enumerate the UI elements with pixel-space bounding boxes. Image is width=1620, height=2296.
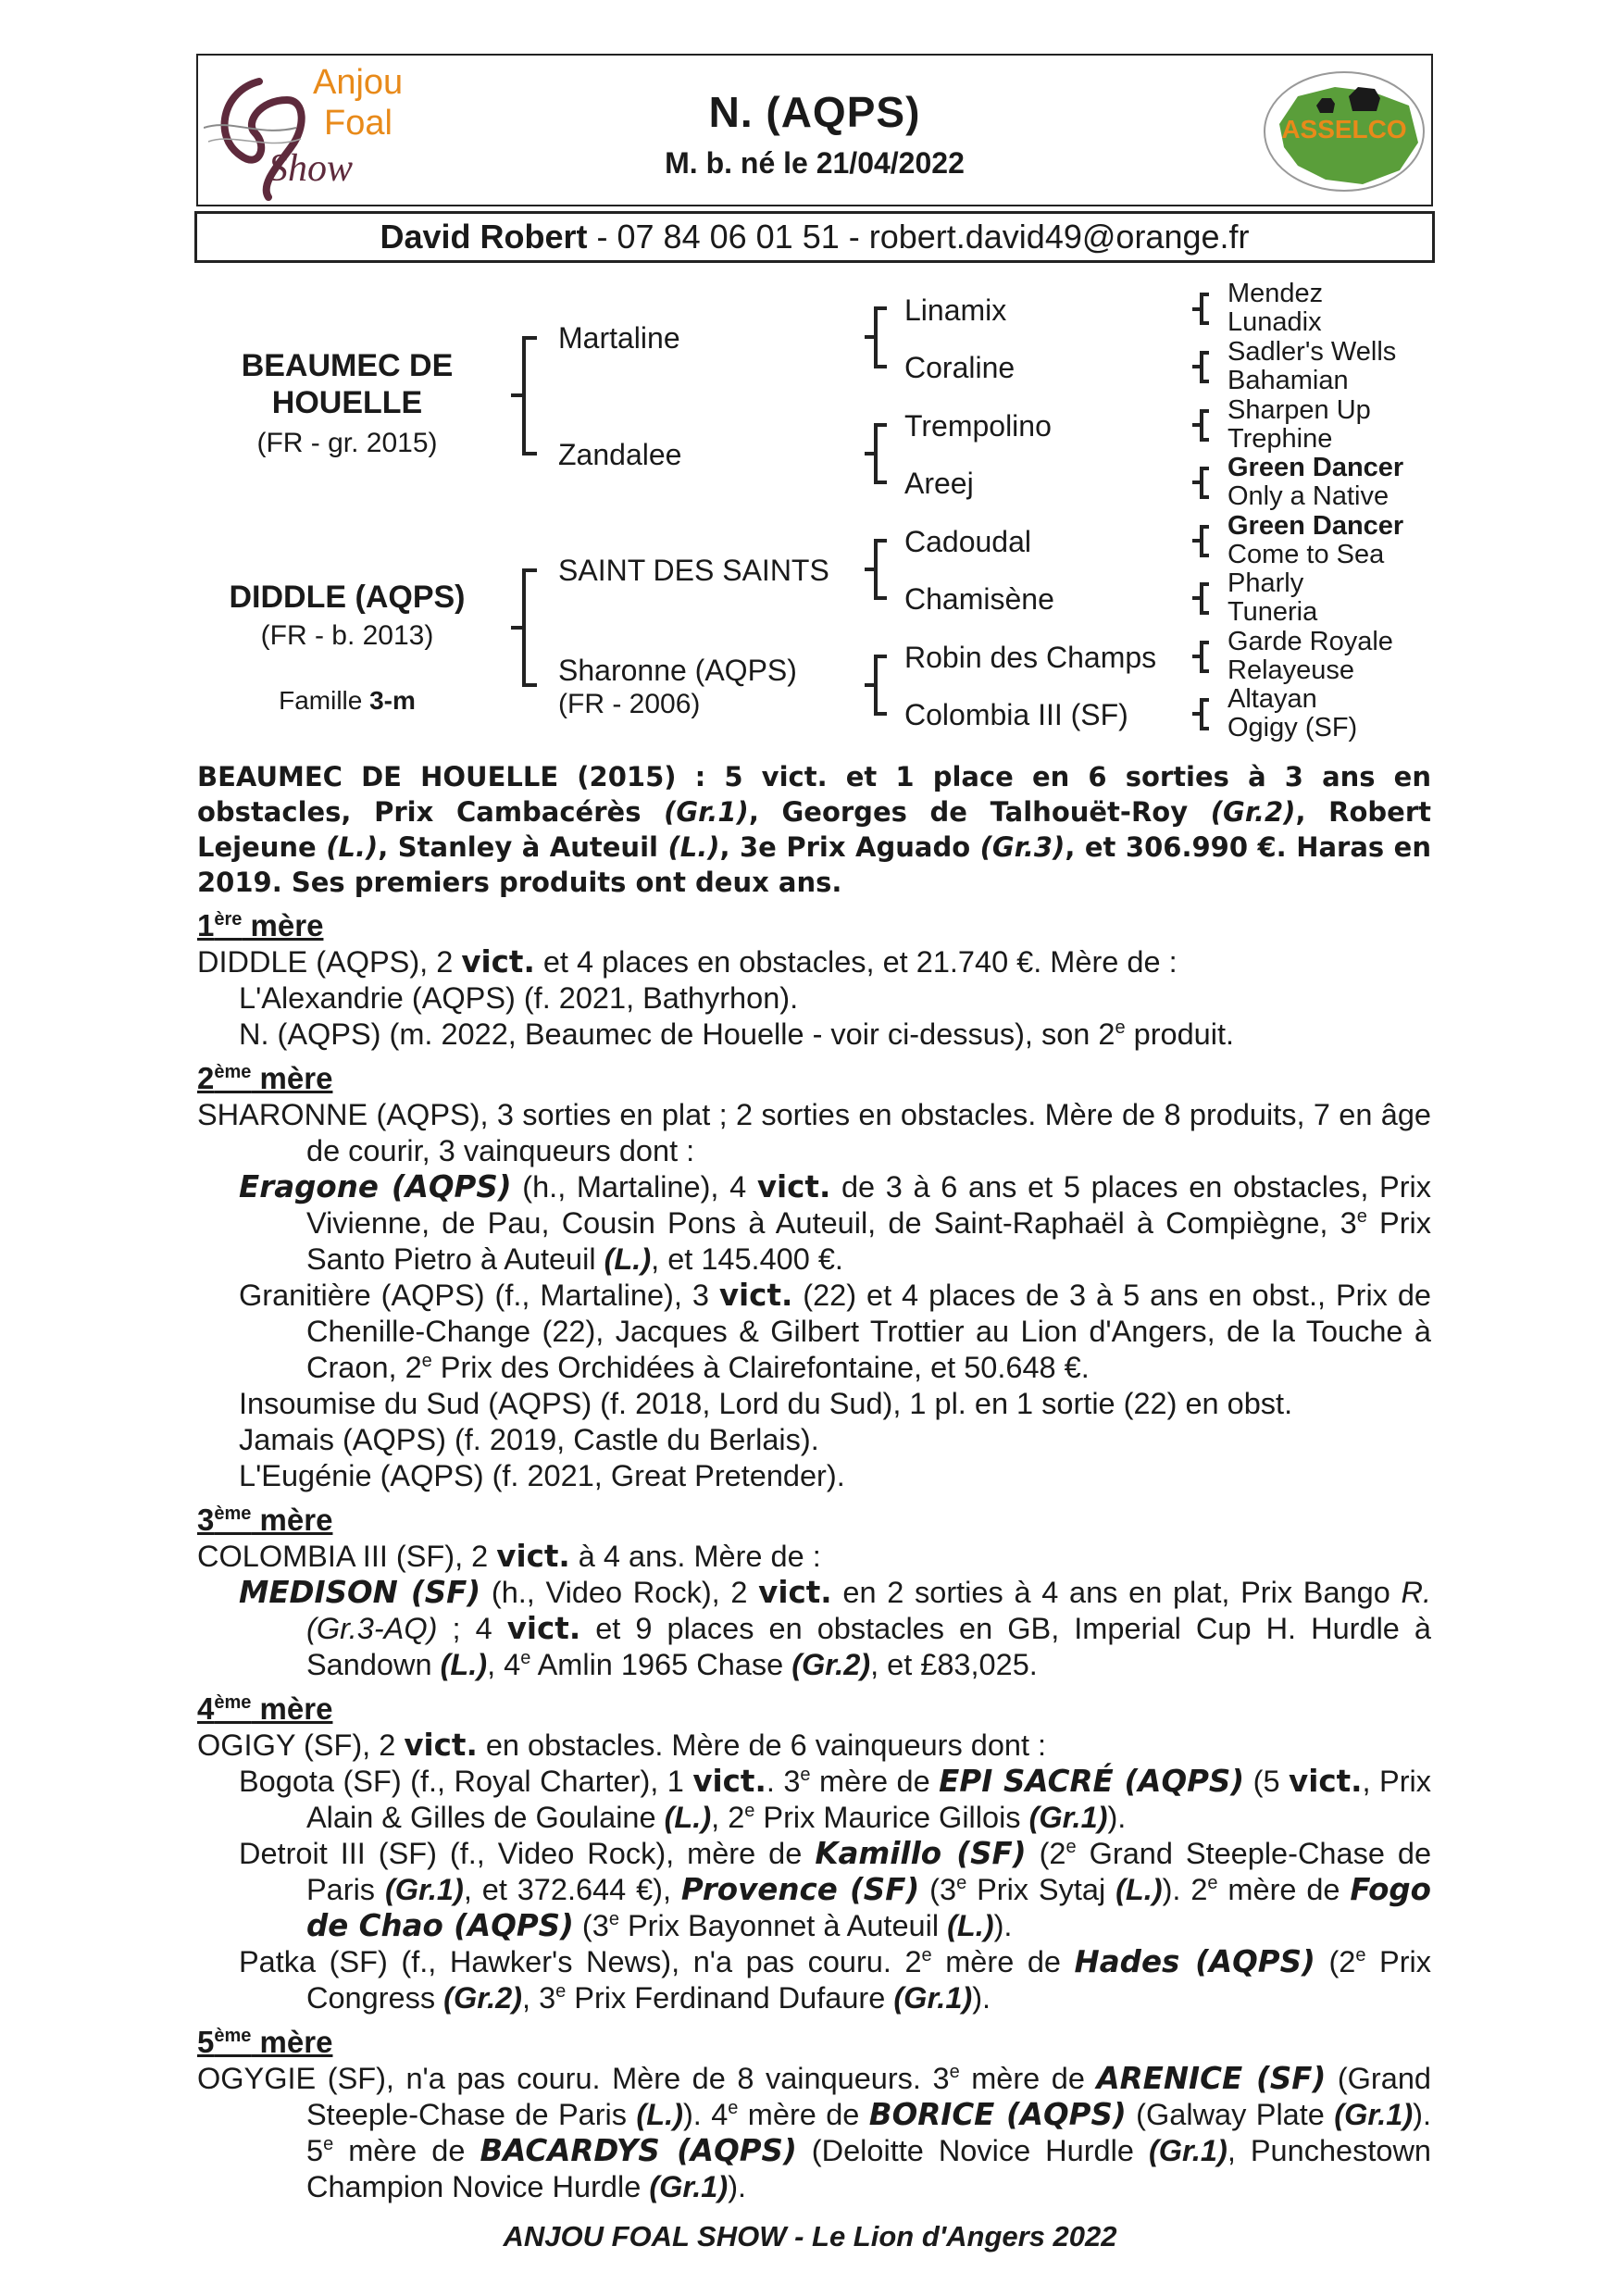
ped-gen3-1: Linamix [904, 293, 1007, 327]
ped-gen3-7: Robin des Champs [904, 641, 1157, 674]
ped-gen4-6: Trephine [1227, 424, 1333, 454]
third-dam-line: COLOMBIA III (SF), 2 vict. à 4 ans. Mère de : [197, 1539, 821, 1574]
heading-first-dam: 1ère mère [197, 908, 324, 942]
asselco-label: ASSELCO [1281, 115, 1407, 144]
second-dam-produce-insoumise: Insoumise du Sud (AQPS) (f. 2018, Lord du Sud), 1 pl. en 1 sortie (22) en obst. [239, 1387, 1293, 1420]
dam-name: DIDDLE (AQPS) [229, 580, 466, 615]
logo-word-anjou: Anjou [313, 63, 404, 102]
logo-word-show: Show [268, 147, 354, 190]
second-dam-line: SHARONNE (AQPS), 3 sorties en plat ; 2 sorties en obstacles. Mère de 8 produits, 7 en âge de courir, 3 vainqueurs dont : [197, 1098, 1431, 1167]
heading-second-dam: 2ème mère [197, 1061, 333, 1095]
ped-gen4-8: Only a Native [1227, 481, 1389, 511]
ped-gen4-9: Green Dancer [1227, 511, 1404, 541]
first-dam-line: DIDDLE (AQPS), 2 vict. et 4 places en obstacles, et 21.740 €. Mère de : [197, 944, 1178, 980]
third-dam-produce-medison: MEDISON (SF) (h., Video Rock), 2 vict. en 2 sorties à 4 ans en plat, Prix Bango R. (Gr.3-AQ) ; 4 vict. et 9 places en obstacles en GB, Imperial Cup H. Hurdle à Sandown (L.), 4e Amlin 1965 Chase (Gr.2), et £83,025. [239, 1575, 1431, 1681]
ped-gen3-5: Cadoudal [904, 525, 1031, 558]
sire-name-line1: BEAUMEC DE [241, 348, 454, 383]
ped-gen4-14: Relayeuse [1227, 655, 1355, 685]
fourth-dam-produce-detroit: Detroit III (SF) (f., Video Rock), mère de Kamillo (SF) (2e Grand Steeple-Chase de Paris (Gr.1), et 372.644 €), Provence (SF) (3e Prix Sytaj (L.)). 2e mère de Fogo de Chao (AQPS) (3e Prix Bayonnet à Auteuil (L.)). [239, 1836, 1432, 1943]
family-code: 3-m [369, 686, 416, 715]
fourth-dam-produce-bogota: Bogota (SF) (f., Royal Charter), 1 vict.. 3e mère de EPI SACRÉ (AQPS) (5 vict., Prix Alain & Gilles de Goulaine (L.), 2e Prix Maurice Gillois (Gr.1)). [239, 1764, 1431, 1834]
ped-gen4-12: Tuneria [1227, 597, 1318, 627]
page-footer: ANJOU FOAL SHOW - Le Lion d'Angers 2022 [503, 2220, 1117, 2252]
second-dam-produce-eragone: Eragone (AQPS) (h., Martaline), 4 vict. de 3 à 6 ans et 5 places en obstacles, Prix Vivienne, de Pau, Cousin Pons à Auteuil, de Saint-Raphaël à Compiègne, 3e Prix Santo Pietro à Auteuil (L.), et 145.400 €. [239, 1169, 1431, 1276]
breeder-details: - 07 84 06 01 51 - robert.david49@orange.fr [587, 218, 1250, 256]
fourth-dam-produce-patka: Patka (SF) (f., Hawker's News), n'a pas couru. 2e mère de Hades (AQPS) (2e Prix Congress (Gr.2), 3e Prix Ferdinand Dufaure (Gr.1)). [239, 1944, 1432, 2015]
first-dam-produce-1: L'Alexandrie (AQPS) (f. 2021, Bathyrhon). [239, 981, 799, 1015]
heading-fifth-dam: 5ème mère [197, 2025, 333, 2059]
ped-gen4-11: Pharly [1227, 568, 1304, 598]
ped-gen2-3: SAINT DES SAINTS [558, 554, 829, 587]
page-title: N. (AQPS) [708, 88, 921, 136]
ped-gen3-6: Chamisène [904, 582, 1054, 616]
pedigree-brackets [0, 0, 1620, 759]
dam-detail: (FR - b. 2013) [260, 620, 434, 651]
breeder-name: David Robert [380, 218, 588, 256]
pedigree-notes [197, 759, 1431, 2205]
heading-third-dam: 3ème mère [197, 1503, 333, 1537]
ped-gen3-2: Coraline [904, 351, 1016, 384]
ped-gen2-2: Zandalee [558, 438, 682, 471]
ped-gen3-4: Areej [904, 467, 974, 500]
ped-gen2-4: Sharonne (AQPS) [558, 654, 797, 687]
ped-gen4-4: Bahamian [1227, 366, 1349, 395]
ped-gen4-10: Come to Sea [1227, 540, 1385, 569]
sire-detail: (FR - gr. 2015) [256, 428, 438, 458]
logo-word-foal: Foal [324, 104, 393, 143]
second-dam-produce-granitiere: Granitière (AQPS) (f., Martaline), 3 vict. (22) et 4 places de 3 à 5 ans en obst., Prix de Chenille-Change (22), Jacques & Gilbert Trottier au Lion d'Angers, de la Touche à Craon, 2e Prix des Orchidées à Clairefontaine, et 50.648 €. [239, 1278, 1431, 1384]
page-subtitle: M. b. né le 21/04/2022 [665, 146, 965, 180]
fifth-dam-line: OGYGIE (SF), n'a pas couru. Mère de 8 vainqueurs. 3e mère de ARENICE (SF) (Grand Steeple-Chase de Paris (L.)). 4e mère de BORICE (AQPS) (Galway Plate (Gr.1)). 5e mère de BACARDYS (AQPS) (Deloitte Novice Hurdle (Gr.1), Punchestown Champion Novice Hurdle (Gr.1)). [197, 2061, 1432, 2203]
ped-gen4-13: Garde Royale [1227, 627, 1393, 656]
ped-gen3-3: Trempolino [904, 409, 1052, 443]
ped-gen4-16: Ogigy (SF) [1227, 713, 1358, 742]
heading-fourth-dam: 4ème mère [197, 1691, 333, 1726]
ped-gen2-1: Martaline [558, 321, 680, 355]
fourth-dam-line: OGIGY (SF), 2 vict. en obstacles. Mère de 6 vainqueurs dont : [197, 1728, 1047, 1763]
sire-name-line2: HOUELLE [271, 385, 423, 420]
ped-gen4-3: Sadler's Wells [1227, 337, 1397, 367]
ped-gen2-4-detail: (FR - 2006) [558, 689, 701, 719]
second-dam-produce-leugenie: L'Eugénie (AQPS) (f. 2021, Great Pretender). [239, 1459, 845, 1492]
ped-gen4-7: Green Dancer [1227, 453, 1404, 482]
ped-gen4-2: Lunadix [1227, 307, 1322, 337]
family-prefix: Famille [279, 686, 370, 715]
first-dam-produce-2: N. (AQPS) (m. 2022, Beaumec de Houelle - voir ci-dessus), son 2e produit. [239, 1017, 1235, 1051]
second-dam-produce-jamais: Jamais (AQPS) (f. 2019, Castle du Berlais). [239, 1423, 819, 1456]
ped-gen4-1: Mendez [1227, 279, 1324, 308]
ped-gen4-5: Sharpen Up [1227, 395, 1371, 425]
ped-gen4-15: Altayan [1227, 684, 1317, 714]
ped-gen3-8: Colombia III (SF) [904, 698, 1128, 731]
sire-summary: BEAUMEC DE HOUELLE (2015) : 5 vict. et 1 place en 6 sorties à 3 ans en obstacles, Prix Cambacérès (Gr.1), Georges de Talhouët-Roy (Gr.2), Robert Lejeune (L.), Stanley à Auteuil (L.), 3e Prix Aguado (Gr.3), et 306.990 €. Haras en 2019. Ses premiers produits ont deux ans. [197, 761, 1431, 898]
